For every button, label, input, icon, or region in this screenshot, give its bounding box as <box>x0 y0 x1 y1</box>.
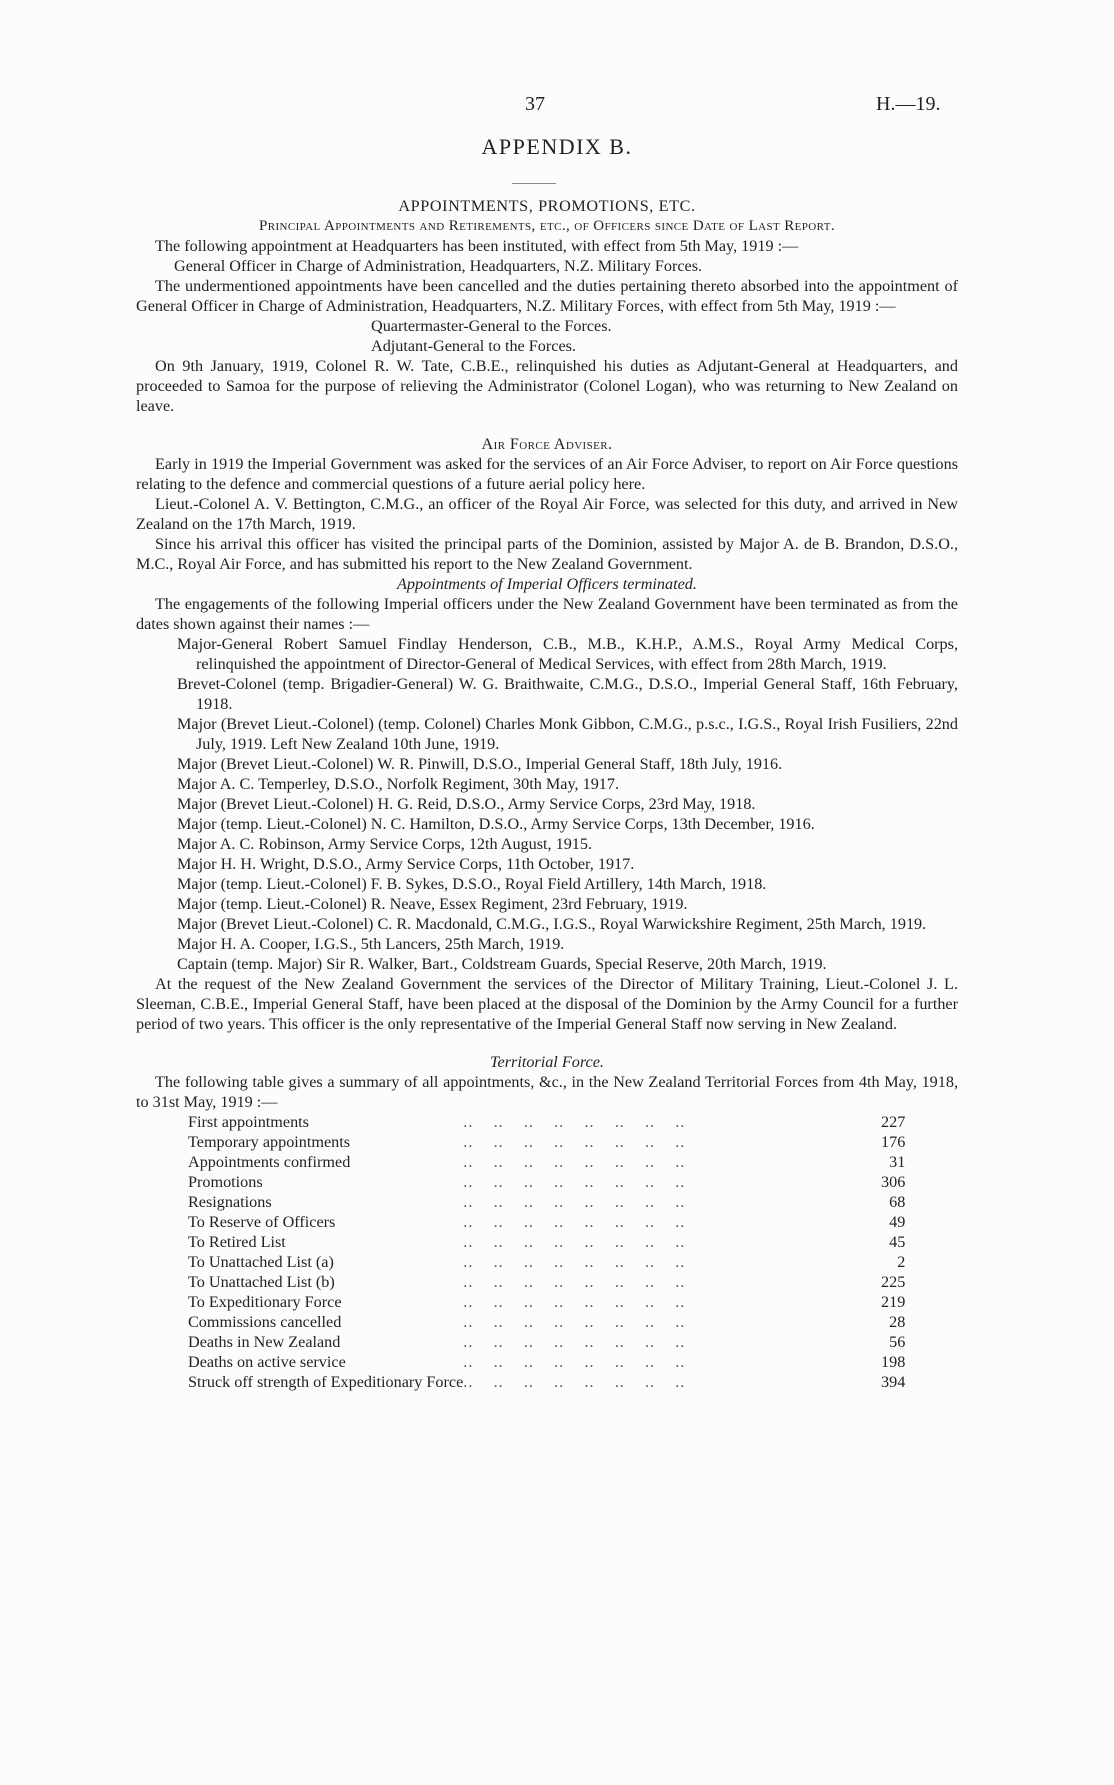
air-force-paragraph: Since his arrival this officer has visited the principal parts of the Dominion, assisted by Major A. de B. Brandon, D.S.O., M.C., Royal Air Force, and has submitted his report to the New Zealand Government. <box>136 535 958 573</box>
appendix-title: APPENDIX B. <box>481 134 633 159</box>
table-row <box>188 1212 905 1232</box>
paragraph-appointment: The following appointment at Headquarters has been instituted, with effect from 5th May, 1919 :— <box>155 237 799 255</box>
air-force-paragraph: Lieut.-Colonel A. V. Bettington, C.M.G., an officer of the Royal Air Force, was selected for this duty, and arrived in New Zealand on the 17th March, 1919. <box>136 495 958 533</box>
officer-entry: Major (Brevet Lieut.-Colonel) W. R. Pinwill, D.S.O., Imperial General Staff, 18th July, 1916. <box>177 755 783 773</box>
row-value: 49 <box>889 1213 906 1231</box>
imperial-heading: Appointments of Imperial Officers terminated. <box>397 575 697 593</box>
row-label: Deaths on active service <box>188 1353 346 1371</box>
table-row <box>188 1192 905 1212</box>
row-value: 219 <box>881 1293 906 1311</box>
leader-dots: .. .. .. .. .. .. .. .. <box>463 1353 686 1371</box>
row-label: Resignations <box>188 1193 272 1211</box>
leader-dots: .. .. .. .. .. .. .. .. <box>463 1333 686 1351</box>
leader-dots: .. .. .. .. .. .. .. .. <box>463 1133 686 1151</box>
table-row <box>188 1272 905 1292</box>
officer-entry: Major H. A. Cooper, I.G.S., 5th Lancers, 25th March, 1919. <box>177 935 565 953</box>
summary-table <box>188 1112 905 1392</box>
title-divider <box>512 183 556 184</box>
row-value: 56 <box>889 1333 906 1351</box>
officer-entry: Major (Brevet Lieut.-Colonel) H. G. Reid, D.S.O., Army Service Corps, 23rd May, 1918. <box>177 795 756 813</box>
officer-entry: Major (temp. Lieut.-Colonel) N. C. Hamilton, D.S.O., Army Service Corps, 13th December, 1916. <box>177 815 815 833</box>
leader-dots: .. .. .. .. .. .. .. .. <box>463 1273 686 1291</box>
row-value: 227 <box>881 1113 906 1131</box>
paragraph-tate: On 9th January, 1919, Colonel R. W. Tate, C.B.E., relinquished his duties as Adjutant-General at Headquarters, and proceeded to Samoa for the purpose of relieving the Administrator (Colonel Logan), who was returning to New Zealand on leave. <box>136 357 958 415</box>
leader-dots: .. .. .. .. .. .. .. .. <box>463 1173 686 1191</box>
leader-dots: .. .. .. .. .. .. .. .. <box>463 1293 686 1311</box>
row-value: 306 <box>881 1173 906 1191</box>
officer-entry: Major (Brevet Lieut.-Colonel) C. R. Macdonald, C.M.G., I.G.S., Royal Warwickshire Regiment, 25th March, 1919. <box>177 915 927 933</box>
air-force-paragraph: Early in 1919 the Imperial Government was asked for the services of an Air Force Adviser, to report on Air Force questions relating to the defence and commercial questions of a future aerial policy here. <box>136 455 958 493</box>
cancelled-item: Adjutant-General to the Forces. <box>371 337 576 355</box>
officer-entry: Major A. C. Robinson, Army Service Corps, 12th August, 1915. <box>177 835 593 853</box>
row-label: Promotions <box>188 1173 263 1191</box>
row-label: Appointments confirmed <box>188 1153 351 1171</box>
document-code: H.—19. <box>876 93 941 115</box>
territorial-intro: The following table gives a summary of all appointments, &c., in the New Zealand Territorial Forces from 4th May, 1918, to 31st May, 1919 :— <box>136 1073 958 1111</box>
table-row <box>188 1292 905 1312</box>
row-label: To Expeditionary Force <box>188 1293 342 1311</box>
leader-dots: .. .. .. .. .. .. .. .. <box>463 1153 686 1171</box>
row-label: To Unattached List (a) <box>188 1253 334 1271</box>
appointment-item: General Officer in Charge of Administration, Headquarters, N.Z. Military Forces. <box>174 257 703 275</box>
officer-entry: Major (temp. Lieut.-Colonel) F. B. Sykes, D.S.O., Royal Field Artillery, 14th March, 1918. <box>177 875 767 893</box>
row-label: To Reserve of Officers <box>188 1213 336 1231</box>
leader-dots: .. .. .. .. .. .. .. .. <box>463 1193 686 1211</box>
row-value: 68 <box>889 1193 906 1211</box>
table-row <box>188 1232 905 1252</box>
officer-list <box>136 634 958 974</box>
row-label: Commissions cancelled <box>188 1313 342 1331</box>
row-value: 28 <box>889 1313 906 1331</box>
officer-entry: Major A. C. Temperley, D.S.O., Norfolk Regiment, 30th May, 1917. <box>177 775 620 793</box>
row-label: First appointments <box>188 1113 309 1131</box>
row-value: 394 <box>881 1373 906 1391</box>
paragraph-cancelled: The undermentioned appointments have been cancelled and the duties pertaining thereto absorbed into the appointment of General Officer in Charge of Administration, Headquarters, N.Z. Military Forces, with effect from 5th May, 1919 :— <box>136 277 958 315</box>
leader-dots: .. .. .. .. .. .. .. .. <box>463 1233 686 1251</box>
row-label: Temporary appointments <box>188 1133 351 1151</box>
body-column <box>136 196 958 1392</box>
table-row <box>188 1352 905 1372</box>
air-force-heading: Air Force Adviser. <box>481 435 613 453</box>
row-value: 198 <box>881 1353 906 1371</box>
section-subtitle: Principal Appointments and Retirements, etc., of Officers since Date of Last Report. <box>258 218 835 234</box>
officer-entry: Major (temp. Lieut.-Colonel) R. Neave, Essex Regiment, 23rd February, 1919. <box>177 895 688 913</box>
leader-dots: .. .. .. .. .. .. .. .. <box>463 1253 686 1271</box>
leader-dots: .. .. .. .. .. .. .. .. <box>463 1113 686 1131</box>
row-label: To Retired List <box>188 1233 286 1251</box>
table-row <box>188 1372 905 1392</box>
row-value: 45 <box>889 1233 906 1251</box>
imperial-intro: The engagements of the following Imperial officers under the New Zealand Government have been terminated as from the dates shown against their names :— <box>136 595 958 633</box>
table-row <box>188 1172 905 1192</box>
officer-entry: Captain (temp. Major) Sir R. Walker, Bart., Coldstream Guards, Special Reserve, 20th March, 1919. <box>177 955 827 973</box>
officer-entry: Brevet-Colonel (temp. Brigadier-General) W. G. Braithwaite, C.M.G., D.S.O., Imperial General Staff, 16th February, 1918. <box>177 675 958 713</box>
table-row <box>188 1312 905 1332</box>
officer-entry: Major (Brevet Lieut.-Colonel) (temp. Colonel) Charles Monk Gibbon, C.M.G., p.s.c., I.G.S., Royal Irish Fusiliers, 22nd July, 1919. Left New Zealand 10th June, 1919. <box>177 715 958 753</box>
row-value: 2 <box>897 1253 906 1271</box>
officer-entry: Major H. H. Wright, D.S.O., Army Service Corps, 11th October, 1917. <box>177 855 635 873</box>
leader-dots: .. .. .. .. .. .. .. .. <box>463 1373 686 1391</box>
territorial-heading: Territorial Force. <box>490 1053 604 1071</box>
sleeman-paragraph: At the request of the New Zealand Government the services of the Director of Military Training, Lieut.-Colonel J. L. Sleeman, C.B.E., Imperial General Staff, have been placed at the disposal of the Dominion by the Army Council for a further period of two years. This officer is the only representative of the Imperial General Staff now serving in New Zealand. <box>136 975 958 1033</box>
row-label: To Unattached List (b) <box>188 1273 335 1291</box>
officer-entry: Major-General Robert Samuel Findlay Henderson, C.B., M.B., K.H.P., A.M.S., Royal Army Medical Corps, relinquished the appointment of Director-General of Medical Services, with effect from 28th March, 1919. <box>177 635 958 673</box>
table-row <box>188 1112 905 1132</box>
cancelled-item: Quartermaster-General to the Forces. <box>371 317 612 335</box>
leader-dots: .. .. .. .. .. .. .. .. <box>463 1213 686 1231</box>
table-row <box>188 1332 905 1352</box>
table-row <box>188 1252 905 1272</box>
leader-dots: .. .. .. .. .. .. .. .. <box>463 1313 686 1331</box>
table-row <box>188 1152 905 1172</box>
row-label: Deaths in New Zealand <box>188 1333 341 1351</box>
row-label: Struck off strength of Expeditionary Force <box>188 1373 464 1391</box>
row-value: 176 <box>881 1133 906 1151</box>
table-row <box>188 1132 905 1152</box>
row-value: 31 <box>889 1153 906 1171</box>
row-value: 225 <box>881 1273 906 1291</box>
section-title: APPOINTMENTS, PROMOTIONS, ETC. <box>398 197 696 215</box>
page-number: 37 <box>525 93 545 115</box>
